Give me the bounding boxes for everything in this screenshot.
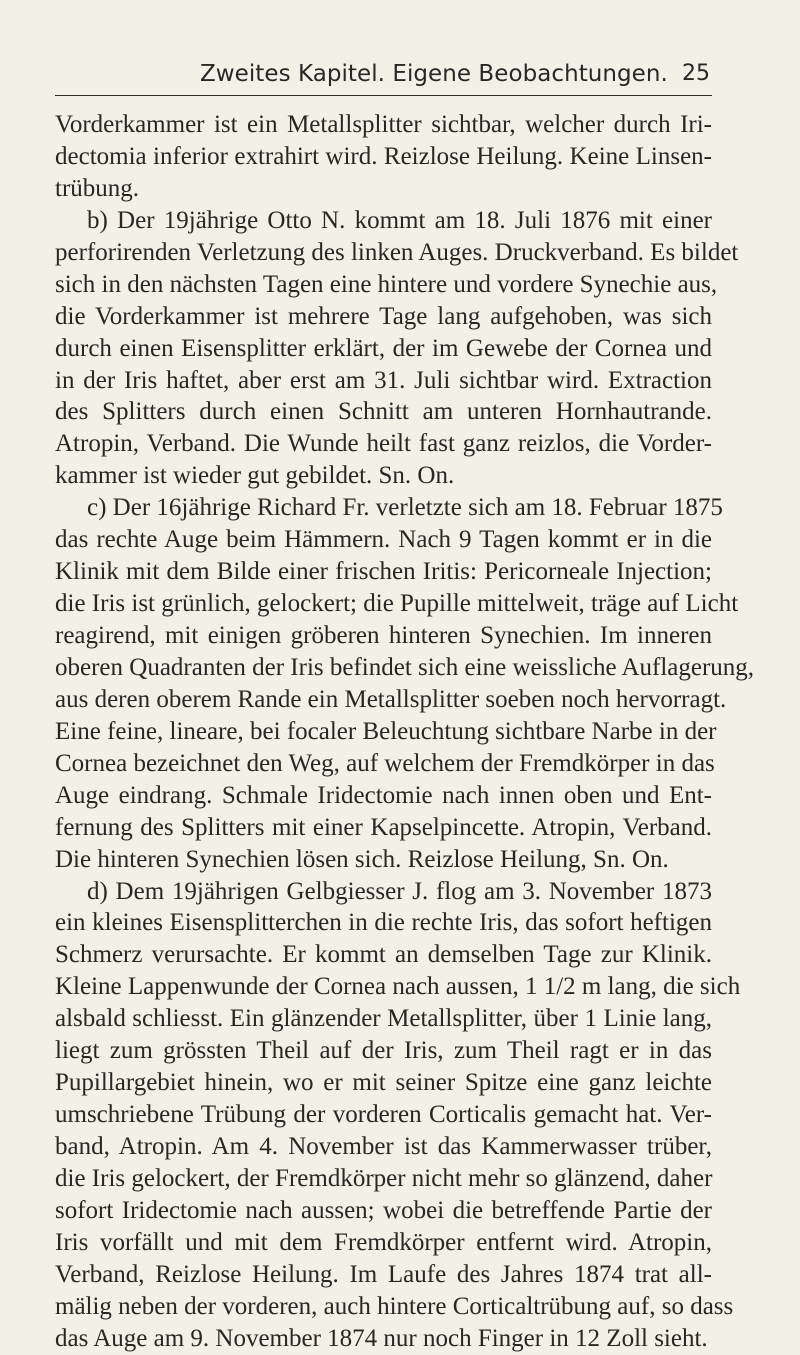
text-line: umschriebene Trübung der vorderen Corticalis gemacht hat. Ver- [55,1101,712,1129]
text-line: Eine feine, lineare, bei focaler Beleuchtung sichtbare Narbe in der [55,717,717,745]
text-line: perforirenden Verletzung des linken Auges. Druckverband. Es bildet [55,238,739,266]
text-line: dectomia inferior extrahirt wird. Reizlose Heilung. Keine Linsen- [55,142,712,170]
text-line: trübung. [55,174,140,202]
text-line: Auge eindrang. Schmale Iridectomie nach innen oben und Ent- [55,781,712,809]
text-line: durch einen Eisensplitter erklärt, der im Gewebe der Cornea und [55,334,712,362]
text-line: Atropin, Verband. Die Wunde heilt fast ganz reizlos, die Vorder- [55,430,712,458]
paragraph [55,492,755,875]
text-line: die Iris gelockert, der Fremdkörper nicht mehr so glänzend, daher [55,1164,713,1192]
text-line: Die hinteren Synechien lösen sich. Reizlose Heilung, Sn. On. [55,845,669,873]
text-line: Klinik mit dem Bilde einer frischen Iritis: Pericorneale Injection; [55,558,712,586]
text-line: des Splitters durch einen Schnitt am unteren Hornhautrande. [55,398,712,426]
paragraph [55,876,741,1355]
text-line: das Auge am 9. November 1874 nur noch Finger in 12 Zoll sieht. [55,1324,708,1352]
text-line: das rechte Auge beim Hämmern. Nach 9 Tagen kommt er in die [55,526,712,554]
text-line: b) Der 19jährige Otto N. kommt am 18. Juli 1876 mit einer [87,206,712,234]
text-line: kammer ist wieder gut gebildet. Sn. On. [55,462,455,490]
text-line: Vorderkammer ist ein Metallsplitter sichtbar, welcher durch Iri- [55,111,712,138]
page-number: 25 [682,61,710,86]
text-line: Iris vorfällt und mit dem Fremdkörper entfernt wird. Atropin, [55,1228,712,1256]
text-line: die Vorderkammer ist mehrere Tage lang aufgehoben, was sich [55,302,712,330]
running-header [55,55,712,96]
text-line: Verband, Reizlose Heilung. Im Laufe des Jahres 1874 trat all- [55,1260,712,1288]
text-line: aus deren oberem Rande ein Metallsplitter soeben noch hervorragt. [55,685,727,713]
text-line: Cornea bezeichnet den Weg, auf welchem der Fremdkörper in das [55,749,715,777]
text-line: oberen Quadranten der Iris befindet sich eine weissliche Auflagerung, [55,653,755,681]
chapter-title: Zweites Kapitel. Eigene Beobachtungen. [200,61,668,87]
text-line: sich in den nächsten Tagen eine hintere und vordere Synechie aus, [55,270,718,298]
text-line: die Iris ist grünlich, gelockert; die Pupille mittelweit, träge auf Licht [55,590,739,618]
text-line: fernung des Splitters mit einer Kapselpincette. Atropin, Verband. [55,813,712,841]
text-line: in der Iris haftet, aber erst am 31. Juli sichtbar wird. Extraction [55,366,712,394]
paragraph [55,109,712,205]
text-line: ein kleines Eisensplitterchen in die rechte Iris, das sofort heftigen [55,909,712,937]
text-line: Schmerz verursachte. Er kommt an demselben Tage zur Klinik. [55,941,712,969]
text-line: c) Der 16jährige Richard Fr. verletzte sich am 18. Februar 1875 [87,494,723,522]
text-line: alsbald schliesst. Ein glänzender Metallsplitter, über 1 Linie lang, [55,1005,712,1033]
text-line: band, Atropin. Am 4. November ist das Kammerwasser trüber, [55,1133,712,1160]
text-line: d) Dem 19jährigen Gelbgiesser J. flog am 3. November 1873 [87,877,712,905]
text-line: mälig neben der vorderen, auch hintere Corticaltrübung auf, so dass [55,1292,734,1320]
text-line: Pupillargebiet hinein, wo er mit seiner Spitze eine ganz leichte [55,1069,712,1097]
text-line: Kleine Lappenwunde der Cornea nach aussen, 1 1/2 m lang, die sich [55,973,741,1001]
body-text [55,109,755,1355]
text-line: reagirend, mit einigen gröberen hinteren Synechien. Im inneren [55,622,712,649]
paragraph [55,205,739,492]
text-line: sofort Iridectomie nach aussen; wobei die betreffende Partie der [55,1196,712,1224]
text-line: liegt zum grössten Theil auf der Iris, zum Theil ragt er in das [55,1037,712,1065]
